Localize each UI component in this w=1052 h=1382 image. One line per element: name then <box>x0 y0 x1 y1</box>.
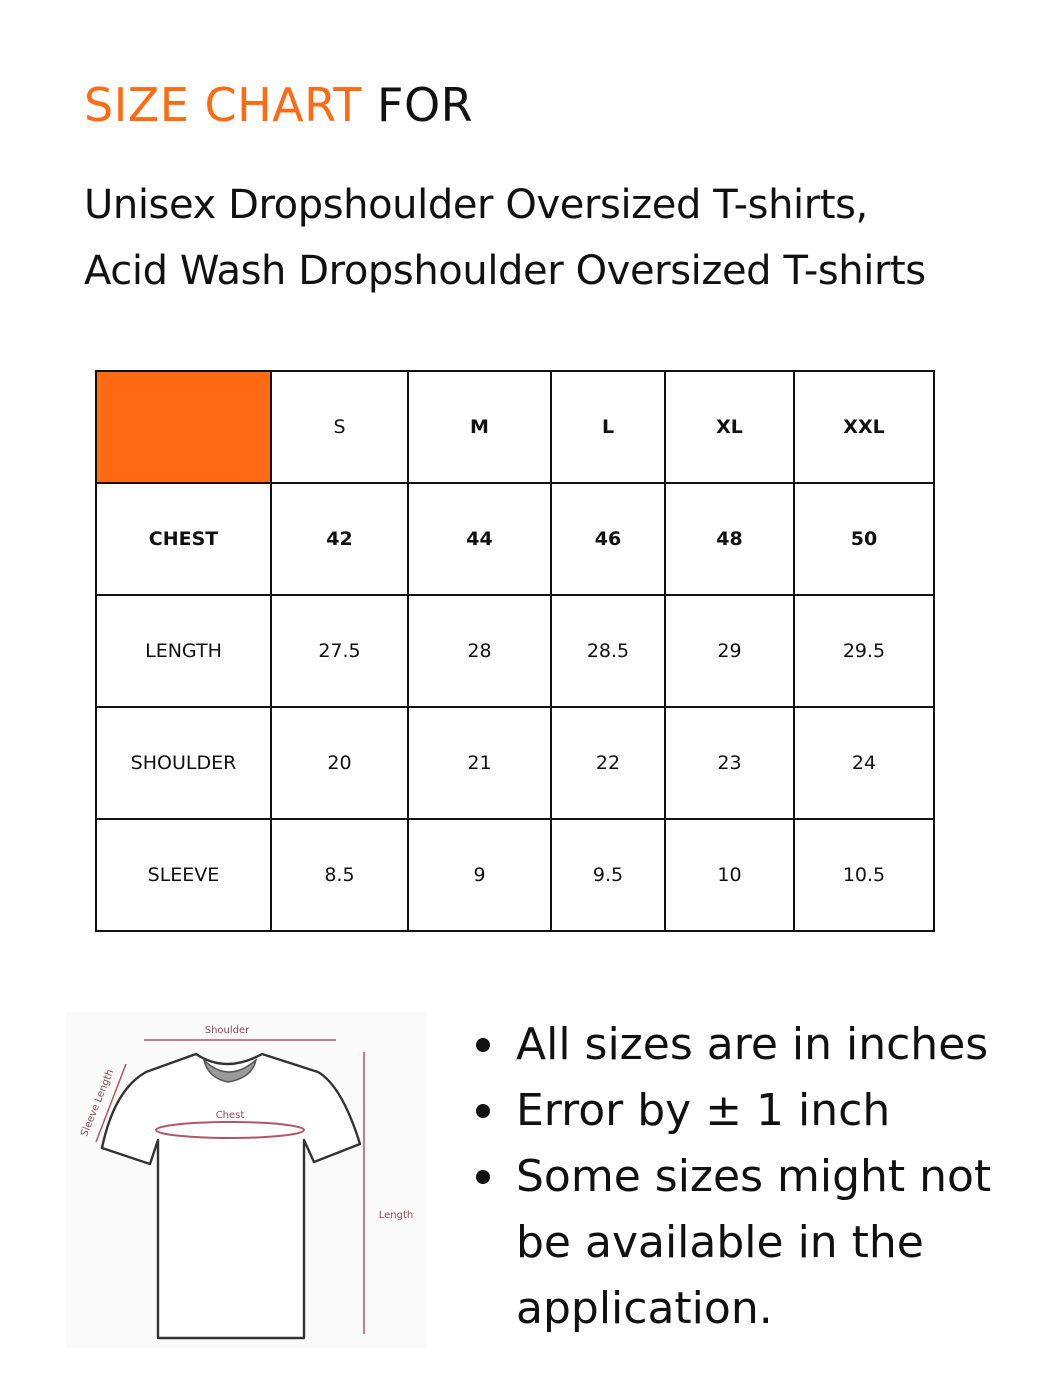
table-cell: 28 <box>408 595 551 707</box>
product-subtitle <box>84 172 926 304</box>
subtitle-line-1: Unisex Dropshoulder Oversized T-shirts, <box>84 182 868 228</box>
heading-accent: SIZE CHART <box>84 78 362 132</box>
table-cell: 48 <box>665 483 794 595</box>
tshirt-measurement-diagram <box>66 1012 426 1348</box>
list-item: All sizes are in inches <box>470 1012 1010 1078</box>
row-label: CHEST <box>96 483 271 595</box>
chest-label: Chest <box>215 1110 245 1121</box>
size-header: M <box>408 371 551 483</box>
table-header-row <box>96 371 934 483</box>
size-header: XL <box>665 371 794 483</box>
size-notes-list <box>470 1012 1010 1342</box>
table-cell: 27.5 <box>271 595 408 707</box>
table-row <box>96 483 934 595</box>
table-cell: 10 <box>665 819 794 931</box>
list-item: Some sizes might not be available in the application. <box>470 1144 1010 1342</box>
size-table <box>95 370 935 932</box>
table-cell: 10.5 <box>794 819 934 931</box>
table-cell: 9 <box>408 819 551 931</box>
table-row <box>96 819 934 931</box>
table-cell: 46 <box>551 483 665 595</box>
table-cell: 8.5 <box>271 819 408 931</box>
size-header: L <box>551 371 665 483</box>
table-cell: 29 <box>665 595 794 707</box>
table-cell: 50 <box>794 483 934 595</box>
table-cell: 22 <box>551 707 665 819</box>
tshirt-illustration <box>66 1012 426 1348</box>
table-cell: 44 <box>408 483 551 595</box>
shoulder-label: Shoulder <box>204 1025 250 1036</box>
table-cell: 29.5 <box>794 595 934 707</box>
length-label: Length <box>378 1210 414 1221</box>
table-cell: 23 <box>665 707 794 819</box>
tshirt-outline <box>102 1054 360 1338</box>
size-header: S <box>271 371 408 483</box>
size-chart-heading <box>84 78 473 133</box>
table-cell: 28.5 <box>551 595 665 707</box>
size-header: XXL <box>794 371 934 483</box>
table-corner-cell <box>96 371 271 483</box>
table-cell: 42 <box>271 483 408 595</box>
row-label: SLEEVE <box>96 819 271 931</box>
list-item: Error by ± 1 inch <box>470 1078 1010 1144</box>
table-cell: 24 <box>794 707 934 819</box>
row-label: LENGTH <box>96 595 271 707</box>
table-row <box>96 707 934 819</box>
sleeve-length-label: Sleeve Length <box>79 1068 117 1139</box>
heading-rest: FOR <box>361 78 474 132</box>
table-cell: 9.5 <box>551 819 665 931</box>
row-label: SHOULDER <box>96 707 271 819</box>
table-cell: 20 <box>271 707 408 819</box>
subtitle-line-2: Acid Wash Dropshoulder Oversized T-shirts <box>84 248 926 294</box>
table-row <box>96 595 934 707</box>
table-cell: 21 <box>408 707 551 819</box>
